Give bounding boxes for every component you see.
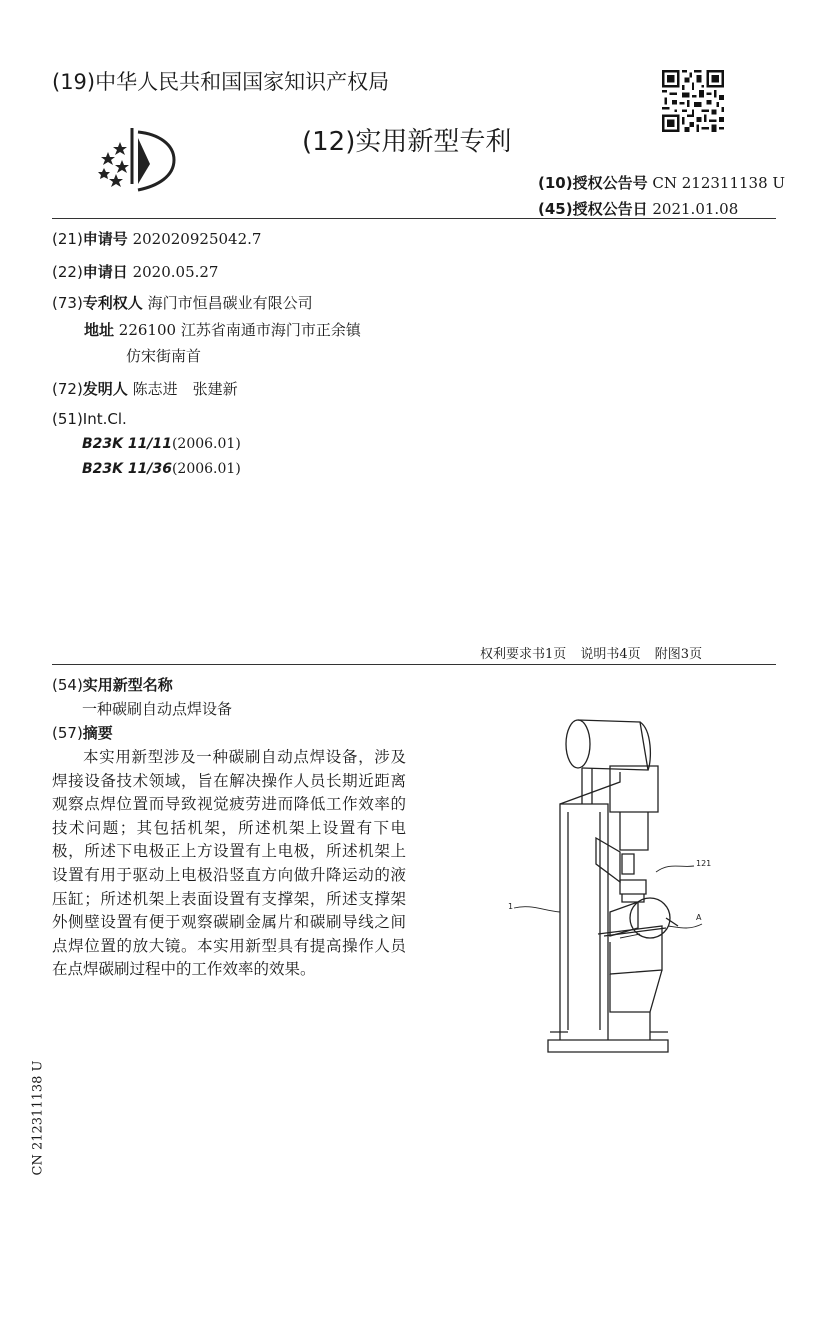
ipc-version: (2006.01)	[171, 436, 241, 452]
field-label: 申请日	[82, 263, 128, 281]
intcl-label: Int.Cl.	[82, 410, 127, 428]
cnipa-logo-icon	[92, 124, 184, 194]
qr-code-icon	[662, 70, 724, 132]
publication-date-row	[538, 198, 738, 219]
field-code: (51)	[52, 410, 83, 428]
filing-date-value: 2020.05.27	[132, 263, 219, 281]
drawing-label-frame: 1	[508, 902, 514, 911]
header-divider	[52, 218, 776, 219]
ipc-code: B23K 11/36	[82, 461, 172, 477]
document-type: (12)实用新型专利	[302, 127, 512, 157]
abstract-heading	[52, 722, 113, 743]
utility-model-title: 一种碳刷自动点焊设备	[82, 700, 233, 718]
abstract-text: 本实用新型涉及一种碳刷自动点焊设备，涉及焊接设备技术领域，旨在解决操作人员长期近距离观察点焊位置而导致视觉疲劳进而降低工作效率的技术问题；其包括机架，所述机架上设置有下电极，所述下电极正上方设置有上电极，所述机架上设置有用于驱动上电极沿竖直方向做升降运动的液压缸；所述机架上表面设置有支撑架，所述支撑架外侧壁设置有便于观察碳刷金属片和碳刷导线之间点焊位置的放大镜。本实用新型具有提高操作人员在点焊碳刷过程中的工作效率的效果。	[52, 748, 406, 979]
drawing-label-detail: A	[696, 913, 702, 922]
page-count: 权利要求书1页 说明书4页 附图3页	[480, 647, 703, 662]
publication-date-value: 2021.01.08	[652, 200, 739, 218]
ipc-class-2	[82, 461, 241, 477]
field-code: (57)	[52, 724, 83, 742]
field-label: 摘要	[82, 724, 113, 742]
drawing-label-electrode: 121	[696, 859, 712, 868]
inventors-value: 陈志进 张建新	[132, 380, 238, 398]
address-line1: 226100 江苏省南通市海门市正余镇	[118, 321, 361, 339]
filing-date-field	[52, 261, 218, 282]
ipc-class-1	[82, 436, 241, 452]
utility-model-title-heading	[52, 674, 173, 695]
field-code: (21)	[52, 230, 83, 248]
publication-number-label: (10)授权公告号	[538, 174, 648, 192]
patentee-value: 海门市恒昌碳业有限公司	[147, 294, 313, 312]
publication-number-row	[538, 172, 785, 193]
publication-date-label: (45)授权公告日	[538, 200, 648, 218]
field-label: 专利权人	[82, 294, 143, 312]
field-label: 申请号	[82, 230, 128, 248]
application-number-field	[52, 228, 261, 249]
intcl-field	[52, 410, 127, 428]
field-code: (54)	[52, 676, 83, 694]
address-field	[84, 319, 361, 340]
office-name: (19)中华人民共和国国家知识产权局	[52, 70, 390, 94]
field-code: (73)	[52, 294, 83, 312]
field-label: 地址	[84, 321, 115, 339]
field-label: 实用新型名称	[82, 676, 173, 694]
section-divider	[52, 664, 776, 665]
side-publication-number: CN 212311138 U	[30, 1060, 46, 1176]
field-code: (22)	[52, 263, 83, 281]
address-line2: 仿宋街南首	[126, 347, 202, 365]
field-code: (72)	[52, 380, 83, 398]
inventors-field	[52, 378, 238, 399]
patentee-field	[52, 292, 313, 313]
ipc-code: B23K 11/11	[82, 436, 172, 452]
ipc-version: (2006.01)	[171, 461, 241, 477]
field-label: 发明人	[82, 380, 128, 398]
spot-welding-machine-drawing	[470, 712, 712, 1062]
publication-number-value: CN 212311138 U	[652, 174, 786, 192]
application-number-value: 202020925042.7	[132, 230, 262, 248]
